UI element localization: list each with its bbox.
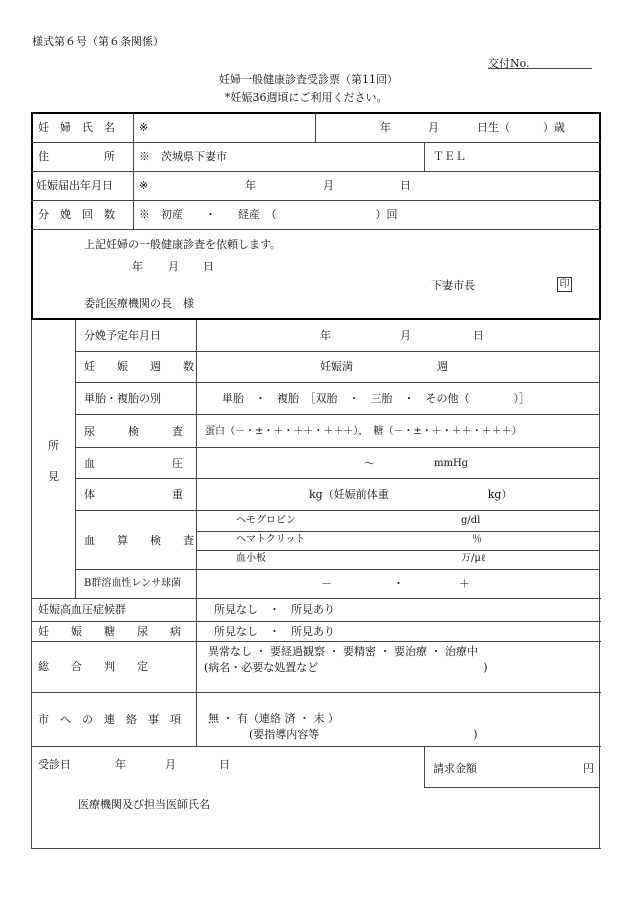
- findings-side-label-1: 所: [48, 439, 59, 452]
- birth-month: 月: [428, 121, 439, 134]
- gestational-diabetes-options[interactable]: 所見なし ・ 所見あり: [214, 625, 335, 638]
- birth-year: 年: [380, 121, 391, 134]
- request-text: 上記妊婦の一般健康診査を依頼します。: [84, 238, 282, 251]
- gbs-separator: ・: [393, 577, 404, 590]
- tel-label: ＴＥＬ: [433, 150, 466, 163]
- gbs-positive[interactable]: ＋: [459, 577, 470, 590]
- weight-value: kg（妊娠前体重 kg）: [309, 488, 513, 501]
- pregnancy-report-date-field[interactable]: ※: [139, 179, 149, 192]
- issue-number-underline: [488, 68, 592, 69]
- pregnant-name-label: 妊 婦 氏 名: [38, 121, 115, 134]
- institution-head-label: 委託医療機関の長 様: [84, 297, 194, 310]
- due-day: 日: [473, 329, 484, 342]
- name-field[interactable]: ※: [139, 121, 149, 134]
- urine-test-options[interactable]: 蛋白（－・±・＋・＋＋・＋＋＋）， 糖（－・±・＋・＋＋・＋＋＋）: [205, 426, 522, 437]
- request-day: 日: [203, 260, 214, 273]
- usage-note: *妊娠36週頃にご利用ください。: [225, 91, 388, 104]
- address-label: 住 所: [38, 150, 115, 163]
- visit-month: 月: [165, 758, 176, 771]
- blood-pressure-label: 血 圧: [84, 457, 183, 470]
- gestation-weeks-unit: 週: [437, 360, 448, 373]
- overall-judgment-label: 総 合 判 定: [38, 660, 148, 673]
- visit-day: 日: [219, 758, 230, 771]
- hematocrit-unit: ％: [472, 534, 482, 545]
- hemoglobin-label: ヘモグロビン: [236, 515, 296, 526]
- request-year: 年: [132, 260, 143, 273]
- form-title: 妊婦一般健康診査受診票（第11回）: [219, 73, 398, 86]
- gestation-weeks-label: 妊 娠 週 数: [84, 360, 194, 373]
- blood-pressure-unit: mmHg: [434, 458, 469, 469]
- weight-label: 体 重: [84, 488, 183, 501]
- findings-side-label-2: 見: [48, 470, 59, 483]
- visit-date-label: 受診日: [38, 758, 71, 771]
- city-contact-details[interactable]: (要指導内容等 ): [249, 728, 478, 741]
- hematocrit-label: ヘマトクリット: [236, 534, 306, 545]
- mayor-label: 下妻市長: [431, 279, 475, 292]
- urine-test-label: 尿 検 査: [84, 425, 183, 438]
- pregnancy-day: 日: [400, 179, 411, 192]
- issue-number-label: 交付No.: [488, 57, 530, 70]
- singleton-multiple-label: 単胎・複胎の別: [84, 392, 161, 405]
- address-field[interactable]: ※ 茨城県下妻市: [139, 150, 227, 163]
- delivery-count-field[interactable]: ※ 初産 ・ 経産 （ ）回: [139, 208, 398, 221]
- billing-amount-label: 請求金額: [433, 762, 477, 775]
- hypertension-label: 妊娠高血圧症候群: [38, 603, 126, 616]
- pregnancy-year: 年: [245, 179, 256, 192]
- visit-year: 年: [115, 758, 126, 771]
- gbs-negative[interactable]: －: [321, 577, 332, 590]
- gestational-diabetes-label: 妊 娠 糖 尿 病: [38, 625, 181, 638]
- overall-judgment-details[interactable]: (病名・必要な処置など ): [204, 661, 488, 674]
- platelet-label: 血小板: [236, 553, 266, 564]
- blood-pressure-range: ～: [364, 457, 375, 470]
- singleton-multiple-options[interactable]: 単胎 ・ 複胎 ［双胎 ・ 三胎 ・ その他（ ）］: [222, 392, 530, 405]
- delivery-count-label: 分 娩 回 数: [38, 208, 115, 221]
- doctor-name-label: 医療機関及び担当医師氏名: [78, 798, 210, 811]
- gbs-label: B群溶血性レンサ球菌: [84, 578, 182, 589]
- due-year: 年: [320, 329, 331, 342]
- pregnancy-report-date-label: 妊娠届出年月日: [36, 179, 113, 192]
- due-date-label: 分娩予定年月日: [84, 329, 161, 342]
- gestation-weeks-value: 妊娠満: [320, 360, 353, 373]
- form-number: 様式第６号（第６条関係）: [32, 35, 164, 48]
- hypertension-options[interactable]: 所見なし ・ 所見あり: [214, 603, 335, 616]
- overall-judgment-options[interactable]: 異常なし ・ 要経過観察 ・ 要精密 ・ 要治療 ・ 治療中: [208, 645, 478, 658]
- birth-day-age: 日生（ ）歳: [477, 121, 565, 134]
- platelet-unit: 万/μℓ: [461, 553, 486, 564]
- city-contact-label: 市 へ の 連 絡 事 項: [38, 713, 181, 726]
- pregnancy-month: 月: [323, 179, 334, 192]
- request-month: 月: [168, 260, 179, 273]
- due-month: 月: [400, 329, 411, 342]
- blood-count-label: 血 算 検 査: [84, 534, 194, 547]
- hemoglobin-unit: g/dl: [461, 515, 481, 526]
- billing-amount-unit: 円: [583, 762, 594, 775]
- city-contact-options[interactable]: 無 ・ 有（連絡 済 ・ 未 ）: [208, 712, 339, 725]
- official-seal-mark: 印: [557, 277, 572, 292]
